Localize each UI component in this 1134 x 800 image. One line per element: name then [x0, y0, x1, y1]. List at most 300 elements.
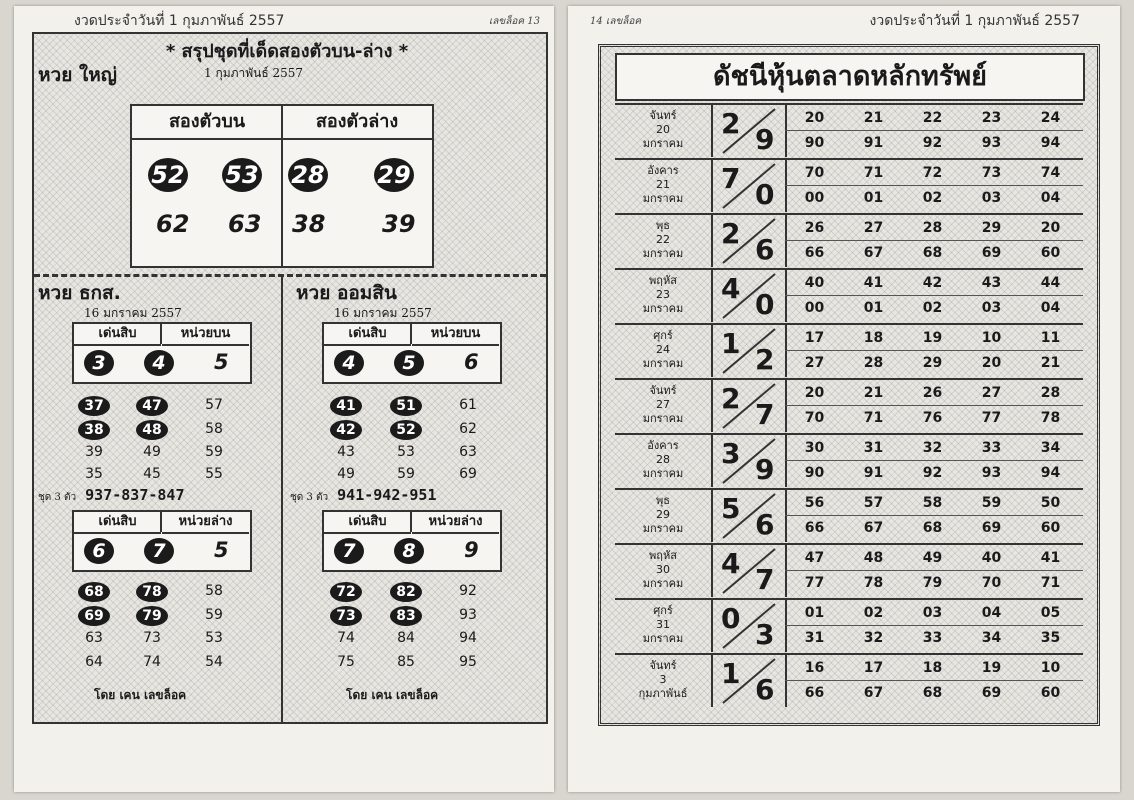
index-row [615, 213, 1083, 267]
top-number: 41 [863, 275, 884, 291]
grid-number: 63 [459, 444, 477, 460]
grid-number: 49 [143, 444, 161, 460]
bottom-number: 68 [922, 245, 943, 261]
panel-label: หวย ธกส. [38, 282, 121, 304]
lead-tens-heading: เด่นสิบ [324, 324, 411, 346]
circled-number: 37 [78, 396, 110, 416]
number-cells [785, 160, 1083, 212]
key-digit-top: 2 [721, 107, 741, 140]
bottom-number: 68 [922, 685, 943, 701]
circled-number: 69 [78, 606, 110, 626]
circled-number: 79 [136, 606, 168, 626]
top-number: 10 [1040, 660, 1061, 676]
key-digit-top: 4 [721, 272, 741, 305]
section-divider [34, 274, 546, 277]
plain-digit: 5 [214, 538, 229, 562]
plain-number: 63 [228, 210, 262, 238]
stock-index-title: ดัชนีหุ้นตลาดหลักทรัพย์ [615, 53, 1085, 101]
main-lottery-date: 1 กุมภาพันธ์ 2557 [204, 66, 304, 80]
heading-divider [160, 324, 162, 344]
top-number: 20 [1040, 220, 1061, 236]
bottom-number: 93 [981, 135, 1002, 151]
top-number: 21 [863, 385, 884, 401]
number-cells [785, 655, 1083, 707]
top-number: 11 [1040, 330, 1061, 346]
top-number: 47 [804, 550, 825, 566]
day-date: 28 [656, 453, 670, 466]
grid-number: 58 [205, 421, 223, 437]
day-month: มกราคม [642, 577, 684, 590]
bottom-number: 92 [922, 465, 943, 481]
top-number: 20 [804, 385, 825, 401]
top-number: 18 [922, 660, 943, 676]
top-number: 05 [1040, 605, 1061, 621]
top-number: 20 [804, 110, 825, 126]
day-month: มกราคม [642, 357, 684, 370]
bottom-number: 67 [863, 685, 884, 701]
day-date: 3 [659, 673, 667, 686]
grid-number: 69 [459, 466, 477, 482]
day-month: มกราคม [642, 302, 684, 315]
top-number: 10 [981, 330, 1002, 346]
bottom-number: 70 [804, 410, 825, 426]
byline: โดย เคน เลขล็อค [346, 688, 439, 702]
day-cell [615, 545, 713, 597]
byline: โดย เคน เลขล็อค [94, 688, 187, 702]
bottom-number: 33 [922, 630, 943, 646]
number-cells [785, 490, 1083, 542]
bottom-number: 67 [863, 245, 884, 261]
bottom-number: 03 [981, 300, 1002, 316]
day-name: ศุกร์ [653, 329, 673, 342]
day-date: 31 [656, 618, 670, 631]
grid-number: 74 [143, 654, 161, 670]
top-number: 48 [863, 550, 884, 566]
right-page-header: งวดประจำวันที่ 1 กุมภาพันธ์ 2557 [869, 13, 1080, 29]
index-row [615, 598, 1083, 652]
key-digits-cell [713, 160, 787, 212]
circled-number: 82 [390, 582, 422, 602]
panel-divider [281, 276, 283, 722]
grid-number: 93 [459, 607, 477, 623]
plain-number: 38 [292, 210, 326, 238]
grid-number: 84 [397, 630, 415, 646]
units-bottom-heading: หน่วยล่าง [162, 512, 249, 534]
bottom-number: 21 [1040, 355, 1061, 371]
bottom-number: 60 [1040, 245, 1061, 261]
day-cell [615, 325, 713, 377]
units-top-heading: หน่วยบน [162, 324, 249, 346]
key-digits-cell [713, 655, 787, 707]
bottom-number: 71 [863, 410, 884, 426]
index-row [615, 268, 1083, 322]
bottom-number: 92 [922, 135, 943, 151]
bottom-number: 79 [922, 575, 943, 591]
circled-number: 38 [78, 420, 110, 440]
grid-number: 85 [397, 654, 415, 670]
grid-number: 53 [205, 630, 223, 646]
top-two-heading: สองตัวบน [132, 106, 282, 140]
top-number: 21 [863, 110, 884, 126]
day-name: พุธ [656, 219, 670, 232]
bottom-number: 02 [922, 300, 943, 316]
top-number: 01 [804, 605, 825, 621]
bottom-number: 77 [981, 410, 1002, 426]
key-digit-bottom: 6 [755, 233, 775, 266]
top-number: 27 [981, 385, 1002, 401]
key-digit-top: 2 [721, 217, 741, 250]
bottom-number: 91 [863, 465, 884, 481]
circled-number: 51 [390, 396, 422, 416]
bottom-number: 27 [804, 355, 825, 371]
lead-tens-heading: เด่นสิบ [74, 324, 161, 346]
number-cells [785, 325, 1083, 377]
key-digit-bottom: 6 [755, 508, 775, 541]
circled-number: 68 [78, 582, 110, 602]
circled-number: 29 [374, 158, 414, 192]
top-digit-box [322, 322, 502, 384]
bottom-number: 90 [804, 135, 825, 151]
number-cells [785, 380, 1083, 432]
index-row [615, 653, 1083, 707]
set-label: ชุด 3 ตัว [38, 492, 77, 503]
top-number: 57 [863, 495, 884, 511]
grid-number: 43 [337, 444, 355, 460]
key-digit-bottom: 7 [755, 398, 775, 431]
grid-number: 58 [205, 583, 223, 599]
set-value: 937-837-847 [85, 486, 185, 504]
heading-divider [160, 512, 162, 532]
day-date: 30 [656, 563, 670, 576]
units-bottom-heading: หน่วยล่าง [412, 512, 499, 534]
day-name: จันทร์ [649, 659, 677, 672]
three-digit-set [290, 486, 437, 505]
index-row [615, 103, 1083, 157]
day-name: อังคาร [647, 439, 679, 452]
bottom-number: 90 [804, 465, 825, 481]
key-digit-top: 5 [721, 492, 741, 525]
top-number: 59 [981, 495, 1002, 511]
circled-number: 52 [148, 158, 188, 192]
bottom-number: 28 [863, 355, 884, 371]
three-digit-set [38, 486, 185, 505]
top-number: 17 [863, 660, 884, 676]
day-month: มกราคม [642, 467, 684, 480]
circled-digit: 7 [334, 538, 364, 564]
top-number: 70 [804, 165, 825, 181]
day-date: 23 [656, 288, 670, 301]
top-number: 29 [981, 220, 1002, 236]
key-digit-bottom: 9 [755, 453, 775, 486]
number-cells [785, 435, 1083, 487]
bottom-number: 02 [922, 190, 943, 206]
grid-number: 45 [143, 466, 161, 482]
number-cells [785, 270, 1083, 322]
plain-digit: 6 [464, 350, 479, 374]
top-number: 03 [922, 605, 943, 621]
key-digits-cell [713, 380, 787, 432]
circled-number: 78 [136, 582, 168, 602]
grid-number: 74 [337, 630, 355, 646]
bottom-number: 04 [1040, 190, 1061, 206]
grid-number: 92 [459, 583, 477, 599]
top-number: 30 [804, 440, 825, 456]
bottom-number: 66 [804, 520, 825, 536]
circled-number: 47 [136, 396, 168, 416]
top-number: 33 [981, 440, 1002, 456]
key-digits-cell [713, 325, 787, 377]
day-month: กุมภาพันธ์ [638, 687, 688, 700]
two-digit-box [130, 104, 434, 268]
heading-divider [410, 512, 412, 532]
day-cell [615, 105, 713, 157]
key-digit-bottom: 6 [755, 673, 775, 706]
plain-number: 62 [156, 210, 190, 238]
index-row [615, 433, 1083, 487]
grid-number: 53 [397, 444, 415, 460]
lead-tens-heading: เด่นสิบ [324, 512, 411, 534]
bottom-number: 76 [922, 410, 943, 426]
plain-digit: 9 [464, 538, 479, 562]
bottom-number: 78 [863, 575, 884, 591]
day-name: จันทร์ [649, 109, 677, 122]
heading-divider [410, 324, 412, 344]
day-month: มกราคม [642, 137, 684, 150]
top-number: 43 [981, 275, 1002, 291]
key-digit-bottom: 9 [755, 123, 775, 156]
set-value: 941-942-951 [337, 486, 437, 504]
number-cells [785, 600, 1083, 652]
day-name: พฤหัส [649, 274, 677, 287]
key-digits-cell [713, 490, 787, 542]
key-digit-top: 4 [721, 547, 741, 580]
day-month: มกราคม [642, 412, 684, 425]
top-number: 58 [922, 495, 943, 511]
circled-digit: 7 [144, 538, 174, 564]
circled-number: 28 [288, 158, 328, 192]
circled-digit: 4 [144, 350, 174, 376]
bottom-number: 78 [1040, 410, 1061, 426]
panel-date: 16 มกราคม 2557 [334, 306, 432, 320]
grid-number: 64 [85, 654, 103, 670]
top-number: 73 [981, 165, 1002, 181]
grid-number: 54 [205, 654, 223, 670]
key-digit-bottom: 3 [755, 618, 775, 651]
summary-title: * สรุปชุดที่เด็ดสองตัวบน-ล่าง * [165, 41, 409, 62]
grid-number: 63 [85, 630, 103, 646]
grid-number: 62 [459, 421, 477, 437]
bottom-number: 69 [981, 245, 1002, 261]
top-number: 26 [804, 220, 825, 236]
circled-number: 52 [390, 420, 422, 440]
key-digit-top: 1 [721, 327, 741, 360]
key-digit-top: 0 [721, 602, 741, 635]
grid-number: 75 [337, 654, 355, 670]
grid-number: 39 [85, 444, 103, 460]
circled-number: 73 [330, 606, 362, 626]
bottom-number: 71 [1040, 575, 1061, 591]
day-name: พุธ [656, 494, 670, 507]
day-month: มกราคม [642, 192, 684, 205]
bottom-number: 01 [863, 300, 884, 316]
day-date: 29 [656, 508, 670, 521]
key-digit-bottom: 2 [755, 343, 775, 376]
key-digit-bottom: 0 [755, 288, 775, 321]
top-number: 28 [922, 220, 943, 236]
summary-frame [32, 32, 548, 724]
circled-digit: 3 [84, 350, 114, 376]
day-name: ศุกร์ [653, 604, 673, 617]
top-number: 40 [981, 550, 1002, 566]
grid-number: 59 [205, 444, 223, 460]
bottom-digit-box [322, 510, 502, 572]
top-number: 31 [863, 440, 884, 456]
bottom-number: 68 [922, 520, 943, 536]
top-number: 50 [1040, 495, 1061, 511]
top-number: 72 [922, 165, 943, 181]
circled-number: 42 [330, 420, 362, 440]
bottom-number: 00 [804, 300, 825, 316]
bottom-number: 69 [981, 685, 1002, 701]
bottom-number: 35 [1040, 630, 1061, 646]
day-cell [615, 435, 713, 487]
circled-number: 53 [222, 158, 262, 192]
top-number: 56 [804, 495, 825, 511]
grid-number: 55 [205, 466, 223, 482]
top-number: 23 [981, 110, 1002, 126]
top-number: 17 [804, 330, 825, 346]
grid-number: 35 [85, 466, 103, 482]
left-page-number: เลขล็อค 13 [488, 16, 540, 27]
key-digit-top: 2 [721, 382, 741, 415]
bottom-number: 69 [981, 520, 1002, 536]
bottom-number: 70 [981, 575, 1002, 591]
grid-number: 73 [143, 630, 161, 646]
top-number: 74 [1040, 165, 1061, 181]
day-date: 24 [656, 343, 670, 356]
bottom-number: 66 [804, 245, 825, 261]
top-number: 28 [1040, 385, 1061, 401]
circled-number: 41 [330, 396, 362, 416]
day-cell [615, 215, 713, 267]
day-month: มกราคม [642, 522, 684, 535]
key-digits-cell [713, 105, 787, 157]
top-number: 42 [922, 275, 943, 291]
bottom-number: 67 [863, 520, 884, 536]
day-name: จันทร์ [649, 384, 677, 397]
circled-digit: 4 [334, 350, 364, 376]
key-digits-cell [713, 600, 787, 652]
panel-label: หวย ออมสิน [296, 282, 397, 304]
grid-number: 59 [205, 607, 223, 623]
grid-number: 94 [459, 630, 477, 646]
left-page-header: งวดประจำวันที่ 1 กุมภาพันธ์ 2557 [74, 13, 285, 29]
day-cell [615, 655, 713, 707]
circled-number: 72 [330, 582, 362, 602]
day-date: 22 [656, 233, 670, 246]
number-cells [785, 545, 1083, 597]
plain-digit: 5 [214, 350, 229, 374]
circled-number: 48 [136, 420, 168, 440]
top-number: 24 [1040, 110, 1061, 126]
top-number: 26 [922, 385, 943, 401]
key-digits-cell [713, 215, 787, 267]
left-page [14, 6, 554, 792]
units-top-heading: หน่วยบน [412, 324, 499, 346]
bottom-number: 03 [981, 190, 1002, 206]
bottom-number: 60 [1040, 520, 1061, 536]
right-page [568, 6, 1120, 792]
bottom-number: 04 [1040, 300, 1061, 316]
circled-digit: 5 [394, 350, 424, 376]
lead-tens-heading: เด่นสิบ [74, 512, 161, 534]
day-name: พฤหัส [649, 549, 677, 562]
bottom-number: 00 [804, 190, 825, 206]
day-date: 21 [656, 178, 670, 191]
circled-digit: 6 [84, 538, 114, 564]
top-number: 71 [863, 165, 884, 181]
main-lottery-label: หวย ใหญ่ [38, 64, 117, 86]
day-cell [615, 380, 713, 432]
index-row [615, 543, 1083, 597]
key-digits-cell [713, 545, 787, 597]
key-digits-cell [713, 435, 787, 487]
grid-number: 57 [205, 397, 223, 413]
column-divider [281, 106, 283, 266]
day-cell [615, 600, 713, 652]
top-number: 04 [981, 605, 1002, 621]
plain-number: 39 [382, 210, 416, 238]
top-number: 16 [804, 660, 825, 676]
key-digit-bottom: 0 [755, 178, 775, 211]
top-number: 22 [922, 110, 943, 126]
bottom-number: 29 [922, 355, 943, 371]
bottom-number: 91 [863, 135, 884, 151]
day-date: 27 [656, 398, 670, 411]
bottom-digit-box [72, 510, 252, 572]
top-number: 34 [1040, 440, 1061, 456]
top-number: 18 [863, 330, 884, 346]
day-cell [615, 270, 713, 322]
key-digits-cell [713, 270, 787, 322]
top-number: 49 [922, 550, 943, 566]
bottom-number: 32 [863, 630, 884, 646]
right-page-number: 14 เลขล็อค [590, 16, 642, 27]
circled-digit: 8 [394, 538, 424, 564]
number-cells [785, 105, 1083, 157]
day-cell [615, 490, 713, 542]
bottom-two-heading: สองตัวล่าง [282, 106, 432, 140]
bottom-number: 34 [981, 630, 1002, 646]
bottom-number: 93 [981, 465, 1002, 481]
top-number: 32 [922, 440, 943, 456]
grid-number: 59 [397, 466, 415, 482]
top-digit-box [72, 322, 252, 384]
stock-index-frame [598, 44, 1100, 726]
number-cells [785, 215, 1083, 267]
circled-number: 83 [390, 606, 422, 626]
top-number: 44 [1040, 275, 1061, 291]
bottom-number: 66 [804, 685, 825, 701]
day-month: มกราคม [642, 247, 684, 260]
panel-date: 16 มกราคม 2557 [84, 306, 182, 320]
top-number: 02 [863, 605, 884, 621]
day-cell [615, 160, 713, 212]
top-number: 19 [922, 330, 943, 346]
grid-number: 61 [459, 397, 477, 413]
bottom-number: 94 [1040, 135, 1061, 151]
index-row [615, 378, 1083, 432]
